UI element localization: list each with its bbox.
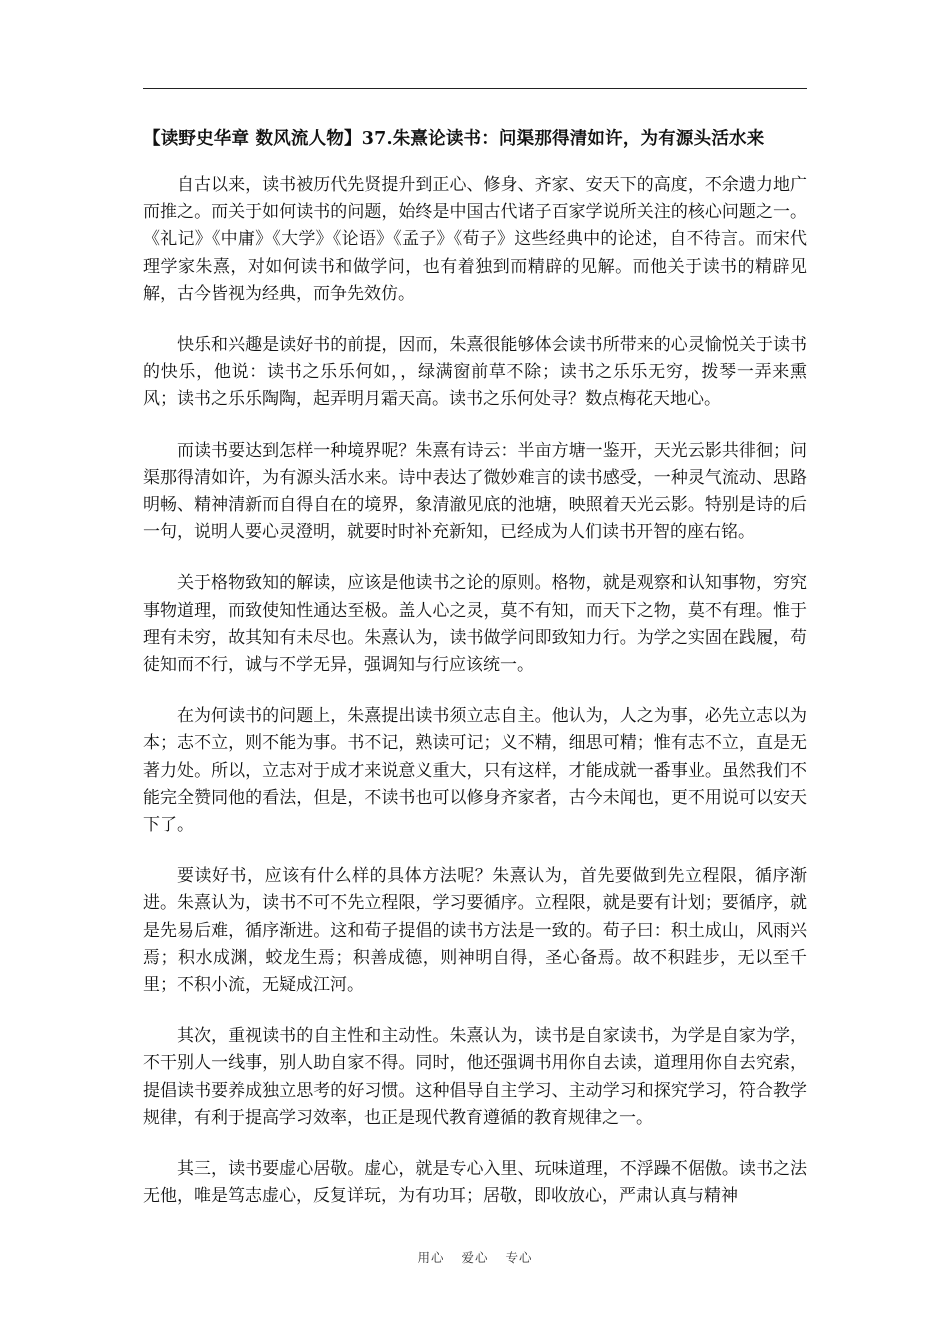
article-body [143,172,807,1235]
header-rule [143,88,807,89]
paragraph-2: 快乐和兴趣是读好书的前提，因而，朱熹很能够体会读书所带来的心灵愉悦关于读书的快乐，他说：读书之乐乐何如，，绿满窗前草不除；读书之乐乐无穷，拨琴一弄来熏风；读书之乐乐陶陶，起弄明月霜天高。读书之乐何处寻？数点梅花天地心。 [143,335,807,410]
paragraph-4: 关于格物致知的解读，应该是他读书之论的原则。格物，就是观察和认知事物，穷究事物道理，而致使知性通达至极。盖人心之灵，莫不有知，而天下之物，莫不有理。惟于理有未穷，故其知有未尽也。朱熹认为，读书做学问即致知力行。为学之实固在践履，苟徒知而不行，诚与不学无异，强调知与行应该统一。 [143,573,807,676]
paragraph-7: 其次，重视读书的自主性和主动性。朱熹认为，读书是自家读书，为学是自家为学，不干别人一线事，别人助自家不得。同时，他还强调书用你自去读，道理用你自去究索，提倡读书要养成独立思考的好习惯。这种倡导自主学习、主动学习和探究学习，符合教学规律，有利于提高学习效率，也正是现代教育遵循的教育规律之一。 [143,1026,807,1128]
paragraph-1: 自古以来，读书被历代先贤提升到正心、修身、齐家、安天下的高度，不余遗力地广而推之。而关于如何读书的问题，始终是中国古代诸子百家学说所关注的核心问题之一。《礼记》《中庸》《大学》《论语》《孟子》《荀子》这些经典中的论述，自不待言。而宋代理学家朱熹，对如何读书和做学问，也有着独到而精辟的见解。而他关于读书的精辟见解，古今皆视为经典，而争先效仿。 [143,175,807,304]
paragraph-5: 在为何读书的问题上，朱熹提出读书须立志自主。他认为，人之为事，必先立志以为本；志不立，则不能为事。书不记，熟读可记；义不精，细思可精；惟有志不立，直是无著力处。所以，立志对于成才来说意义重大，只有这样，才能成就一番事业。虽然我们不能完全赞同他的看法，但是，不读书也可以修身齐家者，古今未闻也，更不用说可以安天下了。 [143,706,807,836]
paragraph-8: 其三，读书要虚心居敬。虚心，就是专心入里、玩味道理，不浮躁不倨傲。读书之法无他，唯是笃志虚心，反复详玩，为有功耳；居敬，即收放心，严肃认真与精神 [143,1159,807,1207]
paragraph-6: 要读好书，应该有什么样的具体方法呢？朱熹认为，首先要做到先立程限，循序渐进。朱熹认为，读书不可不先立程限，学习要循序。立程限，就是要有计划；要循序，就是先易后难，循序渐进。这和荀子提倡的读书方法是一致的。荀子曰：积土成山，风雨兴焉；积水成渊，蛟龙生焉；积善成德，则神明自得，圣心备焉。故不积跬步，无以至千里；不积小流，无疑成江河。 [143,866,807,996]
page-footer: 用心 爱心 专心 [417,1250,533,1265]
paragraph-3: 而读书要达到怎样一种境界呢？朱熹有诗云：半亩方塘一鉴开，天光云影共徘徊；问渠那得清如许，为有源头活水来。诗中表达了微妙难言的读书感受，一种灵气流动、思路明畅、精神清新而自得自在的境界，象清澈见底的池塘，映照着天光云影。特别是诗的后一句，说明人要心灵澄明，就要时时补充新知，已经成为人们读书开智的座右铭。 [143,440,807,543]
page-title: 【读野史华章 数风流人物】37.朱熹论读书：问渠那得清如许，为有源头活水来 [143,129,765,149]
